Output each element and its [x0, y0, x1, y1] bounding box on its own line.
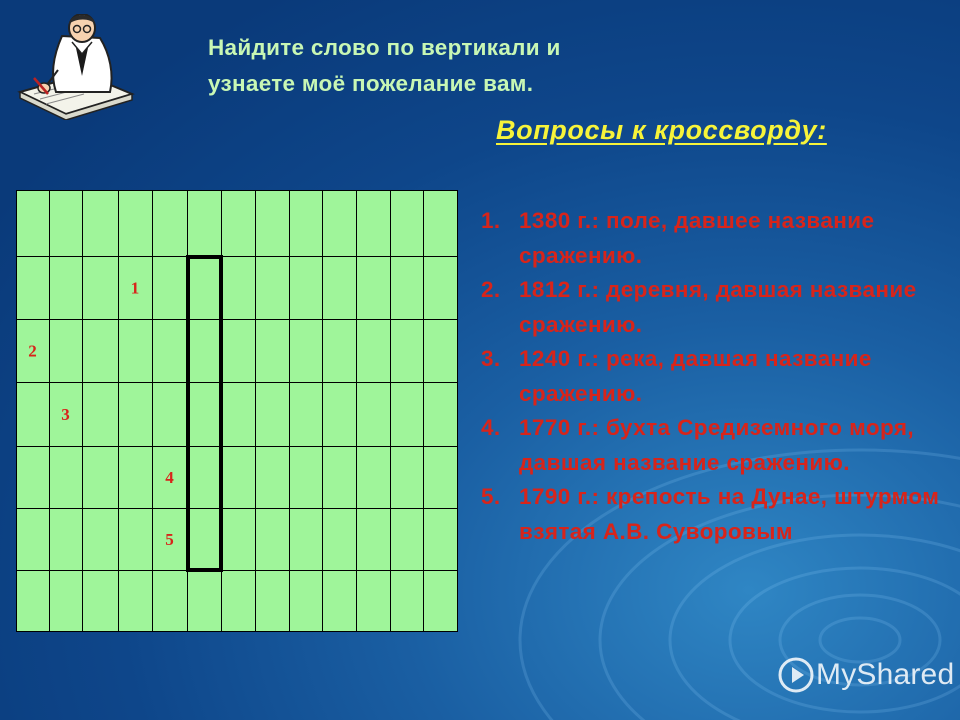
question-number: 2.	[481, 277, 501, 302]
clue-number: 5	[165, 530, 174, 549]
question-item	[481, 342, 951, 411]
clue-number: 4	[165, 468, 174, 487]
questions-list	[481, 204, 951, 549]
questions-heading: Вопросы к кроссворду:	[496, 115, 827, 145]
question-item	[481, 273, 951, 342]
question-text: 1790 г.: крепость на Дунае, штурмом взятая А.В. Суворовым	[519, 484, 940, 544]
question-item	[481, 480, 951, 549]
question-text: 1770 г.: бухта Средиземного моря, давшая название сражению.	[519, 415, 914, 475]
question-item	[481, 411, 951, 480]
intro-line-1: Найдите слово по вертикали и	[208, 35, 561, 60]
question-number: 3.	[481, 346, 501, 371]
watermark	[776, 652, 954, 698]
scientist-writing-icon	[14, 14, 144, 120]
intro-text	[208, 30, 561, 102]
question-number: 5.	[481, 484, 501, 509]
clue-number: 2	[28, 341, 37, 361]
clue-number: 1	[130, 278, 140, 298]
question-text: 1812 г.: деревня, давшая название сражению.	[519, 277, 917, 337]
question-text: 1240 г.: река, давшая название сражению.	[519, 346, 872, 406]
question-text: 1380 г.: поле, давшее название сражению.	[519, 208, 875, 268]
question-item	[481, 204, 951, 273]
question-number: 1.	[481, 208, 501, 233]
crossword-grid	[16, 190, 458, 632]
clue-number: 3	[61, 405, 70, 424]
intro-line-2: узнаете моё пожелание вам.	[208, 71, 534, 96]
question-number: 4.	[481, 415, 501, 440]
crossword-svg	[16, 190, 458, 632]
watermark-text: MyShared	[816, 658, 955, 691]
play-logo-icon	[776, 655, 816, 695]
